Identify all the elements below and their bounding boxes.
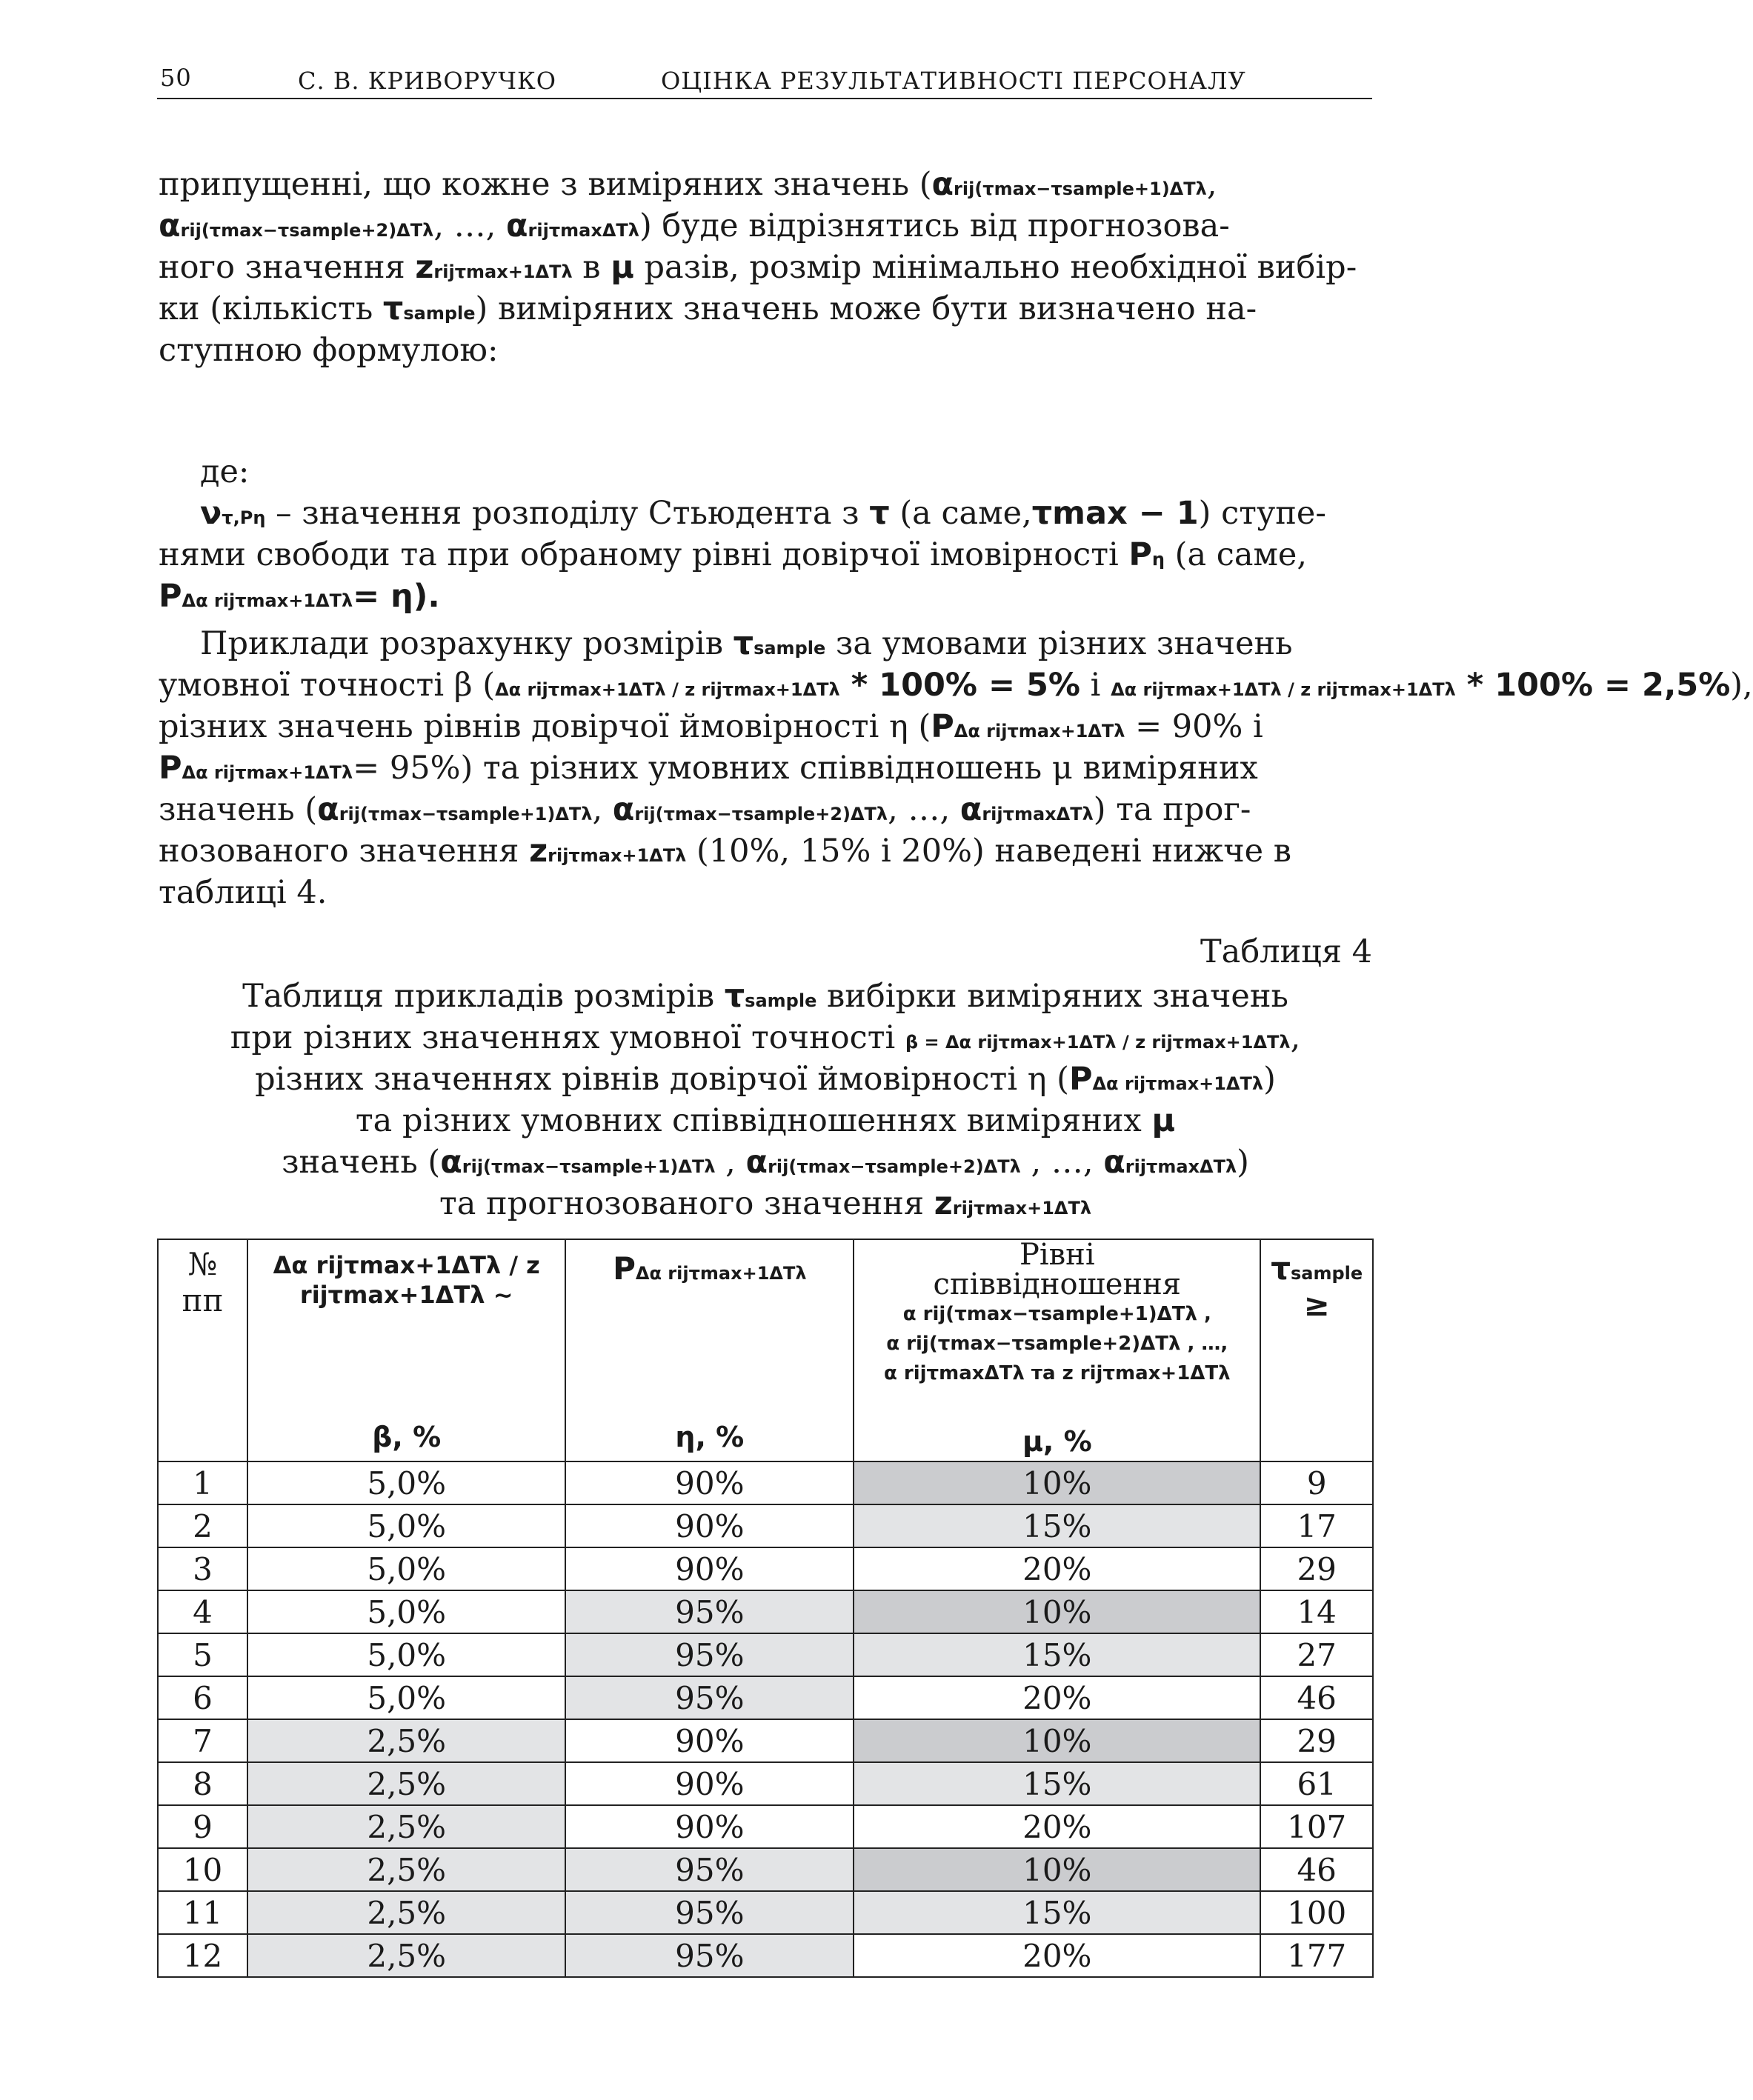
text: ) виміряних значень може бути визначено на- <box>475 290 1257 327</box>
header-formula <box>1261 1250 1372 1323</box>
cell-tau-sample: 46 <box>1260 1848 1373 1891</box>
table-number: Таблиця 4 <box>1200 933 1372 970</box>
formula: z <box>529 833 548 870</box>
text: , <box>715 1144 746 1181</box>
table-4 <box>157 1239 1374 1978</box>
col-header-tau-sample <box>1260 1239 1373 1461</box>
formula-sub: rij(τmax−τsample+2)ΔTλ <box>768 1156 1021 1177</box>
formula: α rijτmaxΔTλ та z rijτmax+1ΔTλ <box>883 1362 1231 1384</box>
text: нозованого значення <box>159 833 530 870</box>
formula: α <box>931 166 954 203</box>
formula-sub: sample <box>403 303 476 324</box>
header-unit: η, % <box>675 1421 745 1453</box>
cell-eta: 95% <box>565 1848 854 1891</box>
formula: τmax − 1 <box>1031 495 1199 532</box>
text: ) <box>1263 1061 1276 1098</box>
table-row <box>158 1676 1373 1719</box>
text: за умовами різних значень <box>825 625 1293 662</box>
formula: ν <box>200 495 222 532</box>
formula-sub: Δα rijτmax+1ΔTλ <box>182 590 353 611</box>
formula: μ <box>611 249 634 286</box>
cell-tau-sample: 17 <box>1260 1504 1373 1547</box>
formula-sub: sample <box>754 638 826 659</box>
formula: α <box>612 791 635 828</box>
running-header <box>157 61 1372 99</box>
col-header-beta <box>247 1239 565 1461</box>
text: значень ( <box>159 791 318 828</box>
formula-sub: τ,Pη <box>222 507 266 528</box>
cell-eta: 95% <box>565 1934 854 1977</box>
cell-number: 1 <box>158 1461 247 1504</box>
table-caption-line <box>159 976 1372 1021</box>
formula-sub: Δα rijτmax+1ΔTλ <box>954 721 1125 741</box>
formula-fraction: Δα rijτmax+1ΔTλ / z rijτmax+1ΔTλ <box>495 679 840 700</box>
text-line <box>159 247 1372 292</box>
table-row <box>158 1633 1373 1676</box>
header-author: С. В. КРИВОРУЧКО <box>298 67 557 95</box>
cell-eta: 90% <box>565 1547 854 1590</box>
formula-sub: Δα rijτmax+1ΔTλ <box>182 762 353 783</box>
formula: β = Δα rijτmax+1ΔTλ / z rijτmax+1ΔTλ <box>905 1032 1291 1053</box>
table-row <box>158 1590 1373 1633</box>
cell-beta: 2,5% <box>247 1805 565 1848</box>
text: ) буде відрізнятись від прогнозова- <box>639 207 1230 244</box>
formula: α <box>745 1144 768 1181</box>
text: , …, <box>433 207 506 244</box>
text-line <box>200 493 1372 538</box>
text: та різних умовних співвідношеннях виміряних <box>355 1102 1152 1139</box>
cell-mu: 10% <box>854 1719 1260 1762</box>
formula-fraction: Δα rijτmax+1ΔTλ / z rijτmax+1ΔTλ <box>1111 679 1456 700</box>
table-row <box>158 1504 1373 1547</box>
cell-number: 10 <box>158 1848 247 1891</box>
text: – значення розподілу Стьюдента з <box>265 495 870 532</box>
formula: P <box>159 578 182 615</box>
text-line: ступною формулою: <box>159 332 499 369</box>
table-caption-line <box>159 1059 1372 1104</box>
text: різних значень рівнів довірчої ймовірності η ( <box>159 708 931 745</box>
formula: * 100% = 2,5% <box>1455 667 1731 704</box>
formula: = η). <box>353 578 440 615</box>
formula: P <box>1068 1061 1093 1098</box>
cell-tau-sample: 9 <box>1260 1461 1373 1504</box>
cell-beta: 5,0% <box>247 1590 565 1633</box>
cell-beta: 2,5% <box>247 1762 565 1805</box>
cell-mu: 10% <box>854 1461 1260 1504</box>
table-row <box>158 1805 1373 1848</box>
text: , <box>1290 1019 1301 1056</box>
formula-sub: rij(τmax−τsample+2)ΔTλ <box>180 220 434 241</box>
formula: z <box>934 1185 953 1222</box>
cell-eta: 90% <box>565 1805 854 1848</box>
text-line <box>159 206 1372 250</box>
cell-mu: 10% <box>854 1590 1260 1633</box>
col-header-number <box>158 1239 247 1461</box>
text: ного значення <box>159 249 416 286</box>
cell-mu: 10% <box>854 1848 1260 1891</box>
text-line <box>159 748 1372 793</box>
table-row <box>158 1461 1373 1504</box>
text-line <box>159 289 1372 333</box>
text: різних значеннях рівнів довірчої ймовірності η ( <box>255 1061 1069 1098</box>
formula: P <box>931 708 954 745</box>
cell-beta: 2,5% <box>247 1934 565 1977</box>
formula-sub: rij(τmax−τsample+1)ΔTλ <box>954 179 1207 199</box>
cell-mu: 15% <box>854 1504 1260 1547</box>
cell-beta: 2,5% <box>247 1891 565 1934</box>
cell-number: 9 <box>158 1805 247 1848</box>
text: припущенні, що кожне з виміряних значень ( <box>159 166 932 203</box>
formula-sub: rijτmax+1ΔTλ <box>548 845 687 866</box>
formula-sub: rijτmaxΔTλ <box>982 804 1094 824</box>
cell-eta: 95% <box>565 1891 854 1934</box>
text: , …, <box>1020 1144 1104 1181</box>
table-caption-line <box>159 1101 1372 1141</box>
text: при різних значеннях умовної точності <box>230 1019 905 1056</box>
cell-beta: 2,5% <box>247 1719 565 1762</box>
header-text: співвідношення <box>933 1267 1182 1301</box>
formula-sub: rijτmaxΔTλ <box>1125 1156 1237 1177</box>
formula: α <box>317 791 339 828</box>
formula-sub: Δα rijτmax+1ΔTλ <box>1092 1073 1264 1094</box>
cell-number: 11 <box>158 1891 247 1934</box>
formula-sub: rij(τmax−τsample+1)ΔTλ <box>462 1156 716 1177</box>
text: значень ( <box>282 1144 441 1181</box>
text: ), <box>1730 667 1753 704</box>
text: = 95%) та різних умовних співвідношень μ виміряних <box>353 750 1258 787</box>
cell-number: 3 <box>158 1547 247 1590</box>
cell-mu: 15% <box>854 1633 1260 1676</box>
cell-beta: 5,0% <box>247 1676 565 1719</box>
cell-beta: 5,0% <box>247 1461 565 1504</box>
formula: τ <box>733 625 754 662</box>
formula: μ <box>1151 1102 1176 1139</box>
header-title: ОЦІНКА РЕЗУЛЬТАТИВНОСТІ ПЕРСОНАЛУ <box>661 67 1246 95</box>
cell-number: 5 <box>158 1633 247 1676</box>
cell-tau-sample: 177 <box>1260 1934 1373 1977</box>
formula: α <box>440 1144 462 1181</box>
text: , …, <box>888 791 960 828</box>
formula: α <box>959 791 982 828</box>
table-header-row <box>158 1239 1373 1461</box>
col-header-eta <box>565 1239 854 1461</box>
text: вибірки виміряних значень <box>816 978 1288 1015</box>
formula-sub: sample <box>1291 1263 1363 1284</box>
cell-mu: 15% <box>854 1762 1260 1805</box>
cell-number: 2 <box>158 1504 247 1547</box>
table-caption-line <box>159 1018 1372 1062</box>
cell-tau-sample: 107 <box>1260 1805 1373 1848</box>
formula: α rij(τmax−τsample+1)ΔTλ , <box>902 1303 1211 1325</box>
col-header-mu <box>854 1239 1260 1461</box>
table-row <box>158 1547 1373 1590</box>
text-line <box>159 665 1753 710</box>
formula-sub: rij(τmax−τsample+1)ΔTλ <box>339 804 593 824</box>
text: (а саме, <box>889 495 1032 532</box>
formula: α rij(τmax−τsample+2)ΔTλ , …, <box>886 1333 1228 1355</box>
formula: P <box>1128 536 1152 573</box>
formula: τ <box>724 978 745 1015</box>
text: , <box>1206 166 1217 203</box>
text: та прогнозованого значення <box>439 1185 934 1222</box>
formula: τ <box>1271 1250 1291 1287</box>
formula: P <box>159 750 182 787</box>
cell-beta: 5,0% <box>247 1633 565 1676</box>
text: , <box>592 791 613 828</box>
text-line <box>159 164 1372 209</box>
formula: Δα rijτmax+1ΔTλ / z rijτmax+1ΔTλ ~ <box>273 1251 540 1309</box>
header-text: № <box>187 1246 218 1282</box>
cell-eta: 90% <box>565 1504 854 1547</box>
text: ) ступе- <box>1198 495 1326 532</box>
cell-eta: 95% <box>565 1590 854 1633</box>
table-body <box>158 1461 1373 1977</box>
formula: α <box>1103 1144 1125 1181</box>
formula: τ <box>382 290 404 327</box>
table-caption-line <box>159 1142 1372 1187</box>
table-row <box>158 1848 1373 1891</box>
cell-number: 6 <box>158 1676 247 1719</box>
text: ки (кількість <box>159 290 383 327</box>
table-row <box>158 1762 1373 1805</box>
table-row <box>158 1891 1373 1934</box>
cell-tau-sample: 29 <box>1260 1719 1373 1762</box>
cell-eta: 95% <box>565 1633 854 1676</box>
cell-mu: 20% <box>854 1676 1260 1719</box>
header-text: Рівні <box>1019 1238 1095 1272</box>
where-label: де: <box>200 453 250 490</box>
text: ) та прог- <box>1093 791 1251 828</box>
cell-tau-sample: 14 <box>1260 1590 1373 1633</box>
cell-number: 4 <box>158 1590 247 1633</box>
text: і <box>1080 667 1111 704</box>
cell-eta: 90% <box>565 1719 854 1762</box>
formula: α <box>506 207 528 244</box>
table-row <box>158 1934 1373 1977</box>
text: = 90% і <box>1125 708 1263 745</box>
text: разів, розмір мінімально необхідної вибір- <box>633 249 1357 286</box>
header-unit: β, % <box>372 1421 442 1453</box>
text: (а саме, <box>1165 536 1308 573</box>
page-number: 50 <box>160 64 192 92</box>
cell-mu: 20% <box>854 1805 1260 1848</box>
cell-beta: 5,0% <box>247 1504 565 1547</box>
formula: α <box>159 207 181 244</box>
formula-sub: rijτmaxΔTλ <box>528 220 639 241</box>
cell-mu: 20% <box>854 1934 1260 1977</box>
cell-eta: 90% <box>565 1762 854 1805</box>
cell-tau-sample: 100 <box>1260 1891 1373 1934</box>
formula-sub: rijτmax+1ΔTλ <box>433 261 573 282</box>
header-formula <box>566 1250 853 1287</box>
header-text: пп <box>182 1282 224 1319</box>
formula-sub: sample <box>745 990 817 1011</box>
cell-eta: 95% <box>565 1676 854 1719</box>
table-caption-line <box>159 1184 1372 1228</box>
text-line <box>159 576 1372 621</box>
text: ) <box>1237 1144 1249 1181</box>
formula: P <box>613 1250 636 1287</box>
cell-number: 8 <box>158 1762 247 1805</box>
formula-sub: η <box>1151 549 1165 570</box>
cell-number: 12 <box>158 1934 247 1977</box>
cell-mu: 15% <box>854 1891 1260 1934</box>
cell-beta: 5,0% <box>247 1547 565 1590</box>
formula: ≥ <box>1303 1287 1330 1323</box>
table-row <box>158 1719 1373 1762</box>
cell-tau-sample: 61 <box>1260 1762 1373 1805</box>
text-line <box>159 707 1372 751</box>
cell-tau-sample: 27 <box>1260 1633 1373 1676</box>
text-line <box>200 624 1372 668</box>
cell-eta: 90% <box>565 1461 854 1504</box>
text-line <box>159 831 1372 876</box>
text-line: таблиці 4. <box>159 874 327 911</box>
formula-sub: Δα rijτmax+1ΔTλ <box>635 1263 807 1284</box>
text: Таблиця прикладів розмірів <box>242 978 725 1015</box>
cell-mu: 20% <box>854 1547 1260 1590</box>
text: в <box>572 249 611 286</box>
text-line <box>159 535 1372 579</box>
formula: * 100% = 5% <box>839 667 1080 704</box>
text: умовної точності β ( <box>159 667 496 704</box>
formula-sub: rijτmax+1ΔTλ <box>952 1198 1092 1219</box>
cell-number: 7 <box>158 1719 247 1762</box>
text: Приклади розрахунку розмірів <box>200 625 734 662</box>
formula: z <box>415 249 434 286</box>
text: (10%, 15% і 20%) наведені нижче в <box>686 833 1291 870</box>
cell-beta: 2,5% <box>247 1848 565 1891</box>
text: нями свободи та при обраному рівні довірчої імовірності <box>159 536 1129 573</box>
formula: τ <box>869 495 890 532</box>
text-line <box>159 790 1372 834</box>
header-unit: μ, % <box>1022 1425 1092 1458</box>
cell-tau-sample: 46 <box>1260 1676 1373 1719</box>
cell-tau-sample: 29 <box>1260 1547 1373 1590</box>
formula-sub: rij(τmax−τsample+2)ΔTλ <box>634 804 888 824</box>
